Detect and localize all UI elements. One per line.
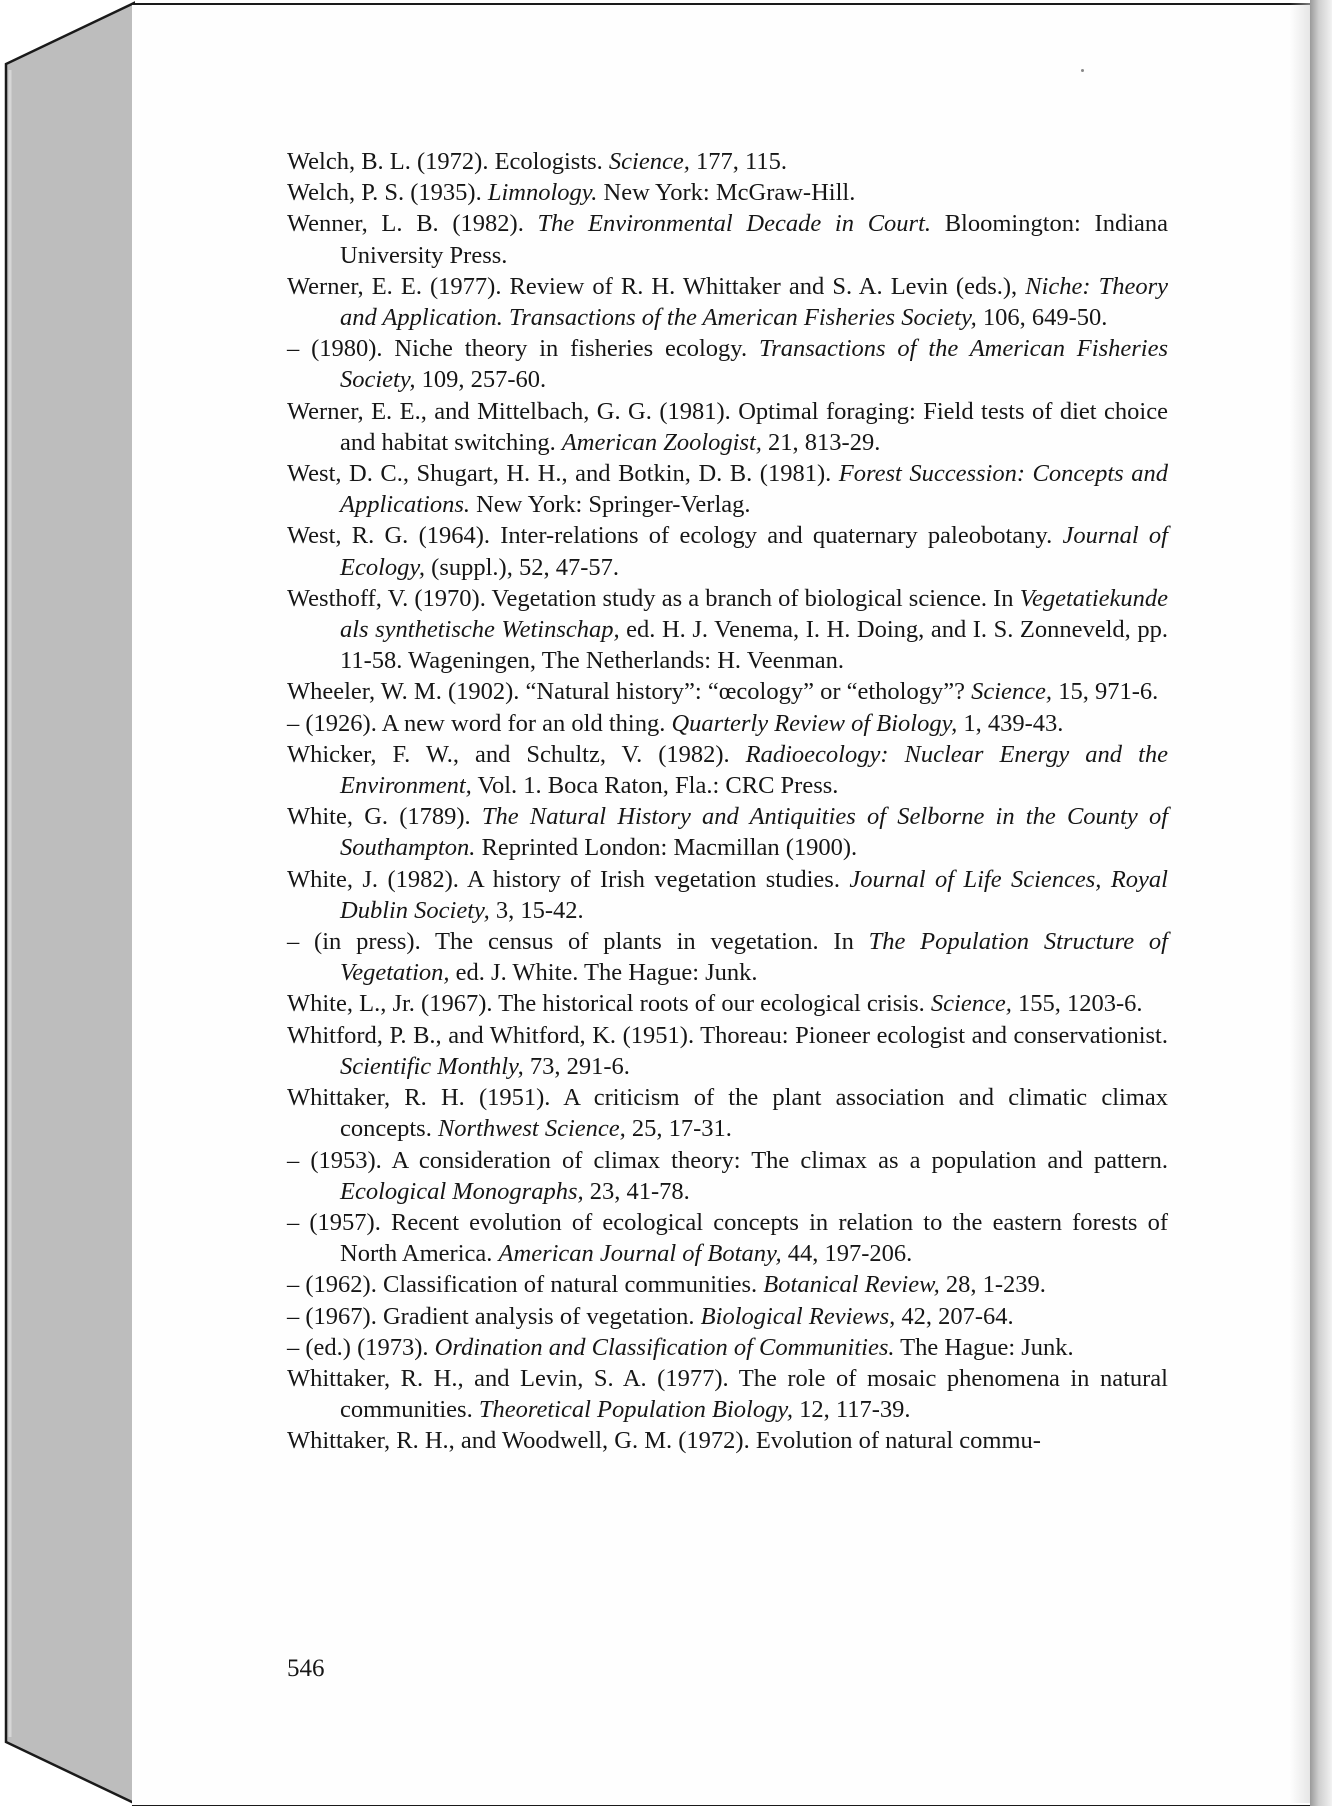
reference-text: ed. J. White. The Hague: Junk. [449,959,758,987]
reference-text: White, L., Jr. (1967). The historical roots of our ecological crisis. [287,990,931,1018]
reference-text: 44, 197-206. [781,1240,913,1268]
reference-text: ed. H. J. Venema, I. H. Doing, and I. S. Zonneveld, pp. 11-58. Wageningen, The Netherlands: H. Veenman. [340,616,1168,675]
reference-entry [287,520,1168,582]
reference-text: Wenner, L. B. (1982). [287,210,538,238]
reference-text: New York: Springer-Verlag. [469,491,751,519]
reference-entry [287,1425,1168,1456]
reference-text: 28, 1-239. [939,1271,1046,1299]
reference-text: Westhoff, V. (1970). Vegetation study as a branch of biological science. In [287,584,1020,612]
reference-title-italic: Botanical Review, [763,1271,940,1299]
reference-text: Bloomington: Indiana University Press. [340,210,1168,269]
reference-entry [287,1301,1168,1332]
reference-title-italic: Biological Reviews, [700,1302,896,1330]
reference-text: Welch, B. L. (1972). Ecologists. [287,148,609,175]
reference-entry [287,1145,1168,1207]
reference-text: 12, 117-39. [793,1396,911,1424]
reference-text: 15, 971-6. [1052,678,1159,706]
reference-title-italic: Niche: Theory and Application. Transactions of the American Fisheries Society, [340,272,1168,332]
reference-entry [287,333,1168,395]
reference-text: Welch, P. S. (1935). [287,179,488,207]
reference-entry [287,926,1168,988]
reference-text: 21, 813-29. [761,428,881,456]
reference-title-italic: Journal of Life Sciences, Royal Dublin Society, [340,865,1168,924]
reference-title-italic: Northwest Science, [437,1115,626,1143]
reference-title-italic: The Population Structure of Vegetation, [340,928,1168,987]
reference-text: – (1957). Recent evolution of ecological concepts in relation to the eastern forests of North America. [287,1208,1168,1268]
reference-entry [287,1082,1168,1144]
reference-text: Whicker, F. W., and Schultz, V. (1982). [287,740,746,768]
book-spine-edge [0,0,135,1806]
reference-text: Werner, E. E., and Mittelbach, G. G. (1981). Optimal foraging: Field tests of diet choice and habitat switching. [287,397,1168,456]
reference-title-italic: Science, [930,990,1012,1018]
reference-title-italic: Radioecology: Nuclear Energy and the Environment, [340,740,1168,800]
reference-entry [287,177,1168,208]
reference-entry [287,864,1168,926]
reference-title-italic: Theoretical Population Biology, [478,1396,793,1424]
reference-title-italic: American Journal of Botany, [498,1240,782,1268]
reference-text: 177, 115. [689,148,787,175]
reference-entry [287,458,1168,520]
reference-text: Whittaker, R. H., and Levin, S. A. (1977). The role of mosaic phenomena in natural communities. [287,1364,1168,1424]
reference-text: – (1926). A new word for an old thing. [287,709,672,737]
reference-entry [287,271,1168,333]
reference-text: Whittaker, R. H. (1951). A criticism of the plant association and climatic climax concepts. [287,1084,1168,1143]
book-edge-face [6,3,134,1803]
reference-entry [287,1269,1168,1300]
reference-title-italic: The Natural History and Antiquities of Selborne in the County of Southampton. [340,803,1169,862]
reference-text: The Hague: Junk. [894,1333,1074,1361]
reference-title-italic: Journal of Ecology, [340,522,1168,581]
reference-text: – (1962). Classification of natural communities. [287,1271,764,1299]
reference-text: – (in press). The census of plants in vegetation. In [287,928,869,956]
reference-title-italic: The Environmental Decade in Court. [537,210,931,238]
reference-text: 73, 291-6. [523,1052,630,1080]
page-number: 546 [287,1655,325,1682]
reference-text: 1, 439-43. [957,709,1064,737]
reference-title-italic: Transactions of the American Fisheries Society, [340,335,1168,394]
reference-text: – (ed.) (1973). [287,1333,435,1361]
reference-title-italic: Limnology. [487,179,598,207]
reference-text: Whittaker, R. H., and Woodwell, G. M. (1972). Evolution of natural commu- [287,1427,1041,1455]
reference-text: (suppl.), 52, 47-57. [425,553,619,581]
reference-text: – (1967). Gradient analysis of vegetation. [287,1302,701,1330]
reference-text: 155, 1203-6. [1011,990,1143,1018]
reference-title-italic: American Zoologist, [561,428,762,456]
reference-text: 3, 15-42. [489,896,584,924]
reference-title-italic: Forest Succession: Concepts and Applications. [340,460,1168,519]
reference-entry [287,208,1168,270]
reference-text: 106, 649-50. [976,304,1108,332]
reference-title-italic: Ordination and Classification of Communities. [434,1333,895,1361]
reference-title-italic: Science, [608,148,690,175]
reference-entry [287,676,1168,707]
reference-entry [287,1332,1168,1363]
reference-entry [287,1020,1168,1082]
reference-list [287,146,1168,1457]
reference-text: – (1953). A consideration of climax theory: The climax as a population and pattern. [287,1146,1168,1174]
reference-text: Reprinted London: Macmillan (1900). [475,834,858,862]
reference-text: – (1980). Niche theory in fisheries ecology. [287,335,759,363]
reference-entry [287,1207,1168,1269]
reference-text: 23, 41-78. [583,1177,690,1205]
reference-text: White, G. (1789). [287,803,482,831]
reference-title-italic: Quarterly Review of Biology, [671,709,958,737]
reference-text: 42, 207-64. [895,1302,1014,1330]
reference-text: Werner, E. E. (1977). Review of R. H. Whittaker and S. A. Levin (eds.), [287,272,1026,300]
reference-title-italic: Ecological Monographs, [340,1177,584,1205]
reference-entry [287,583,1168,677]
page-gutter-shade [1290,3,1310,1803]
reference-entry [287,146,1168,177]
reference-entry [287,739,1168,801]
reference-text: 109, 257-60. [415,366,547,394]
reference-entry [287,988,1168,1019]
page-right-shadow [1310,0,1332,1806]
reference-text: Vol. 1. Boca Raton, Fla.: CRC Press. [471,772,839,800]
reference-text: Wheeler, W. M. (1902). “Natural history”: “œcology” or “ethology”? [287,678,972,706]
reference-text: West, R. G. (1964). Inter-relations of ecology and quaternary paleobotany. [287,522,1063,550]
reference-entry [287,708,1168,739]
reference-entry [287,396,1168,458]
reference-title-italic: Scientific Monthly, [340,1052,524,1080]
reference-text: West, D. C., Shugart, H. H., and Botkin, D. B. (1981). [287,460,839,488]
reference-title-italic: Science, [971,678,1053,706]
reference-entry [287,801,1168,863]
reference-title-italic: Vegetatiekunde als synthetische Wetinschap, [340,584,1168,644]
scan-speck [1081,69,1084,72]
reference-text: Whitford, P. B., and Whitford, K. (1951). Thoreau: Pioneer ecologist and conservationist. [287,1021,1168,1049]
reference-entry [287,1363,1168,1425]
reference-text: 25, 17-31. [625,1115,732,1143]
reference-text: White, J. (1982). A history of Irish vegetation studies. [287,865,850,893]
reference-text: New York: McGraw-Hill. [597,179,856,207]
